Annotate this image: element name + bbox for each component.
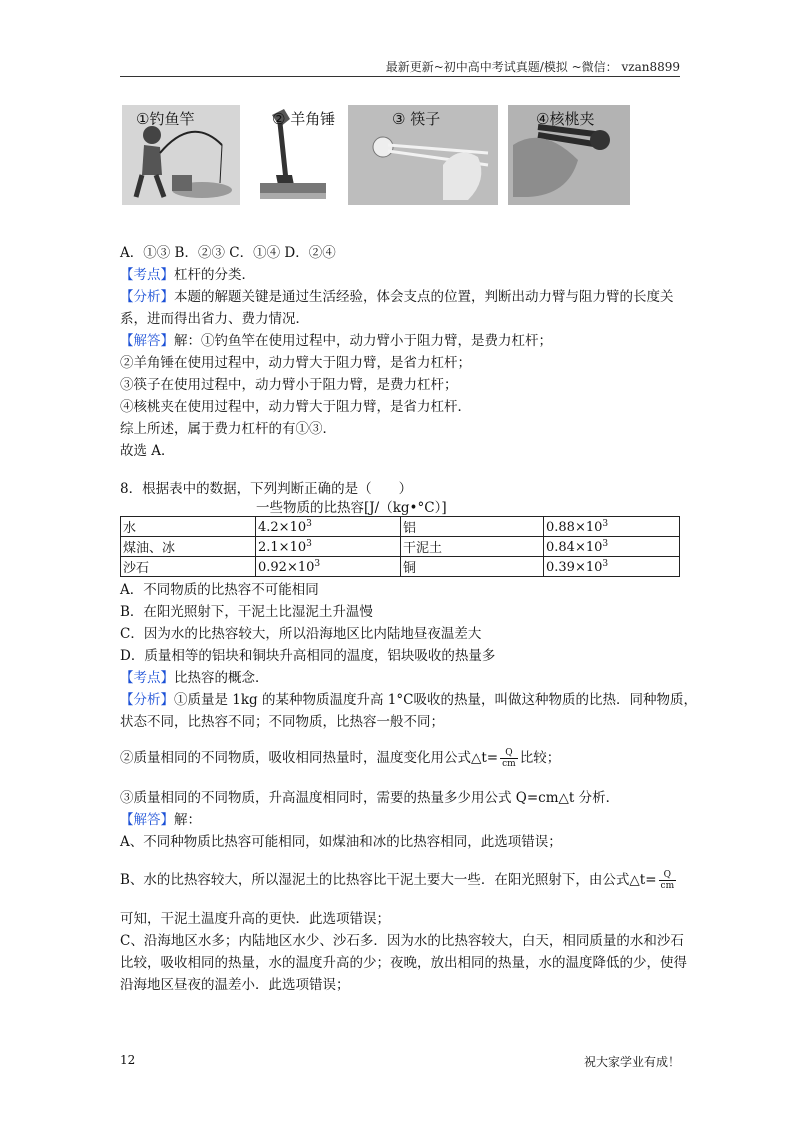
- q8-jieda-c1: C、沿海地区水多；内陆地区水少、沙石多．因为水的比热容较大，白天，相同质量的水和沙石: [120, 933, 684, 949]
- q8-jieda-a: A、不同种物质比热容可能相同，如煤油和冰的比热容相同，此选项错误；: [120, 834, 562, 850]
- q7-jieda-6: 故选 A．: [120, 443, 175, 459]
- table-cell: $4.2\times 10^3$: [256, 517, 401, 537]
- fenxi-text: 本题的解题关键是通过生活经验，体会支点的位置，判断出动力臂与阻力臂的长度关: [174, 289, 674, 305]
- table-row: [121, 517, 680, 537]
- table-cell: 水: [121, 517, 256, 537]
- q8-fenxi-2: 状态不同，比热容不同；不同物质，比热容一般不同；: [120, 714, 444, 730]
- q8-fenxi-3: ②质量相同的不同物质，吸收相同热量时，温度变化用公式△t= $\frac{Q}{cm}$ 比较；: [120, 748, 561, 769]
- table-cell: 沙石: [121, 557, 256, 577]
- kaodian-label: 【考点】: [120, 267, 174, 283]
- photo-caption-2: ② 羊角锤: [272, 110, 336, 128]
- q8-fenxi: 【分析】①质量是 1kg 的某种物质温度升高 1°C吸收的热量，叫做这种物质的比热．同种物质，: [120, 692, 697, 708]
- q7-options: A．①③ B．②③ C．①④ D．②④: [120, 245, 336, 261]
- q8-option-c: C．因为水的比热容较大，所以沿海地区比内陆地昼夜温差大: [120, 626, 482, 642]
- table-cell: 铝: [401, 517, 544, 537]
- q8-kaodian: 【考点】比热容的概念．: [120, 670, 269, 686]
- fenxi-label: 【分析】: [120, 289, 174, 305]
- q8-option-d: D．质量相等的铝块和铜块升高相同的温度，铝块吸收的热量多: [120, 648, 496, 664]
- q7-jieda: [120, 332, 552, 350]
- q8-jieda-c2: 比较，吸收相同的热量，水的温度升高的少；夜晚，放出相同的热量，水的温度降低的少，使得: [120, 955, 687, 971]
- page-number: 12: [120, 1053, 136, 1067]
- jieda-label: 【解答】: [120, 333, 174, 349]
- q8-option-a: A．不同物质的比热容不可能相同: [120, 582, 319, 598]
- q7-kaodian: [120, 266, 255, 284]
- photo-caption-1: ①钓鱼竿: [136, 110, 195, 128]
- q7-jieda-5: 综上所述，属于费力杠杆的有①③．: [120, 421, 336, 437]
- q7-fenxi-2: 系，进而得出省力、费力情况．: [120, 311, 309, 327]
- table-cell: 干泥土: [401, 537, 544, 557]
- q8-table-title: 一些物质的比热容[J/（kg•°C）]: [256, 500, 447, 516]
- table-cell: $2.1\times 10^3$: [256, 537, 401, 557]
- photo-caption-3: ③ 筷子: [392, 110, 441, 128]
- footer-slogan: 祝大家学业有成！: [583, 1055, 680, 1069]
- table-cell: $0.92\times 10^3$: [256, 557, 401, 577]
- q8-jieda-b-cont: 可知，干泥土温度升高的更快．此选项错误；: [120, 911, 390, 927]
- table-cell: $0.88\times 10^3$: [544, 517, 680, 537]
- q8-option-b: B．在阳光照射下，干泥土比湿泥土升温慢: [120, 604, 373, 620]
- table-cell: 铜: [401, 557, 544, 577]
- kaodian-text: 杠杆的分类．: [174, 267, 255, 283]
- q8-fenxi-4: ③质量相同的不同物质，升高温度相同时，需要的热量多少用公式 Q=cm△t 分析．: [120, 790, 620, 806]
- q7-jieda-4: ④核桃夹在使用过程中，动力臂大于阻力臂，是省力杠杆．: [120, 399, 471, 415]
- q7-fenxi: [120, 288, 674, 306]
- header-rule: [120, 76, 680, 77]
- q8-jieda-b: B、水的比热容较大，所以湿泥土的比热容比干泥土要大一些．在阳光照射下，由公式△t= $\frac{Q}{cm}$: [120, 870, 675, 891]
- table-cell: 煤油、冰: [121, 537, 256, 557]
- formula-fraction: $\frac{Q}{cm}$: [660, 870, 675, 891]
- table-cell: $0.84\times 10^3$: [544, 537, 680, 557]
- q8-jieda-c3: 沿海地区昼夜的温差小．此选项错误；: [120, 977, 350, 993]
- page-header: 最新更新~初中高中考试真题/模拟 ~微信： vzan8899: [385, 60, 680, 74]
- formula-fraction: $\frac{Q}{cm}$: [502, 748, 516, 769]
- q8-jieda: 【解答】解：: [120, 812, 201, 828]
- q7-jieda-2: ②羊角锤在使用过程中，动力臂大于阻力臂，是省力杠杆；: [120, 355, 471, 371]
- specific-heat-table: [120, 516, 680, 577]
- table-row: [121, 537, 680, 557]
- table-cell: $0.39\times 10^3$: [544, 557, 680, 577]
- jieda-text: 解：①钓鱼竿在使用过程中，动力臂小于阻力臂，是费力杠杆；: [174, 333, 552, 349]
- q8-stem: 8．根据表中的数据，下列判断正确的是（ ）: [120, 481, 413, 497]
- table-row: [121, 557, 680, 577]
- photo-caption-4: ④核桃夹: [536, 110, 595, 128]
- q7-jieda-3: ③筷子在使用过程中，动力臂小于阻力臂，是费力杠杆；: [120, 377, 458, 393]
